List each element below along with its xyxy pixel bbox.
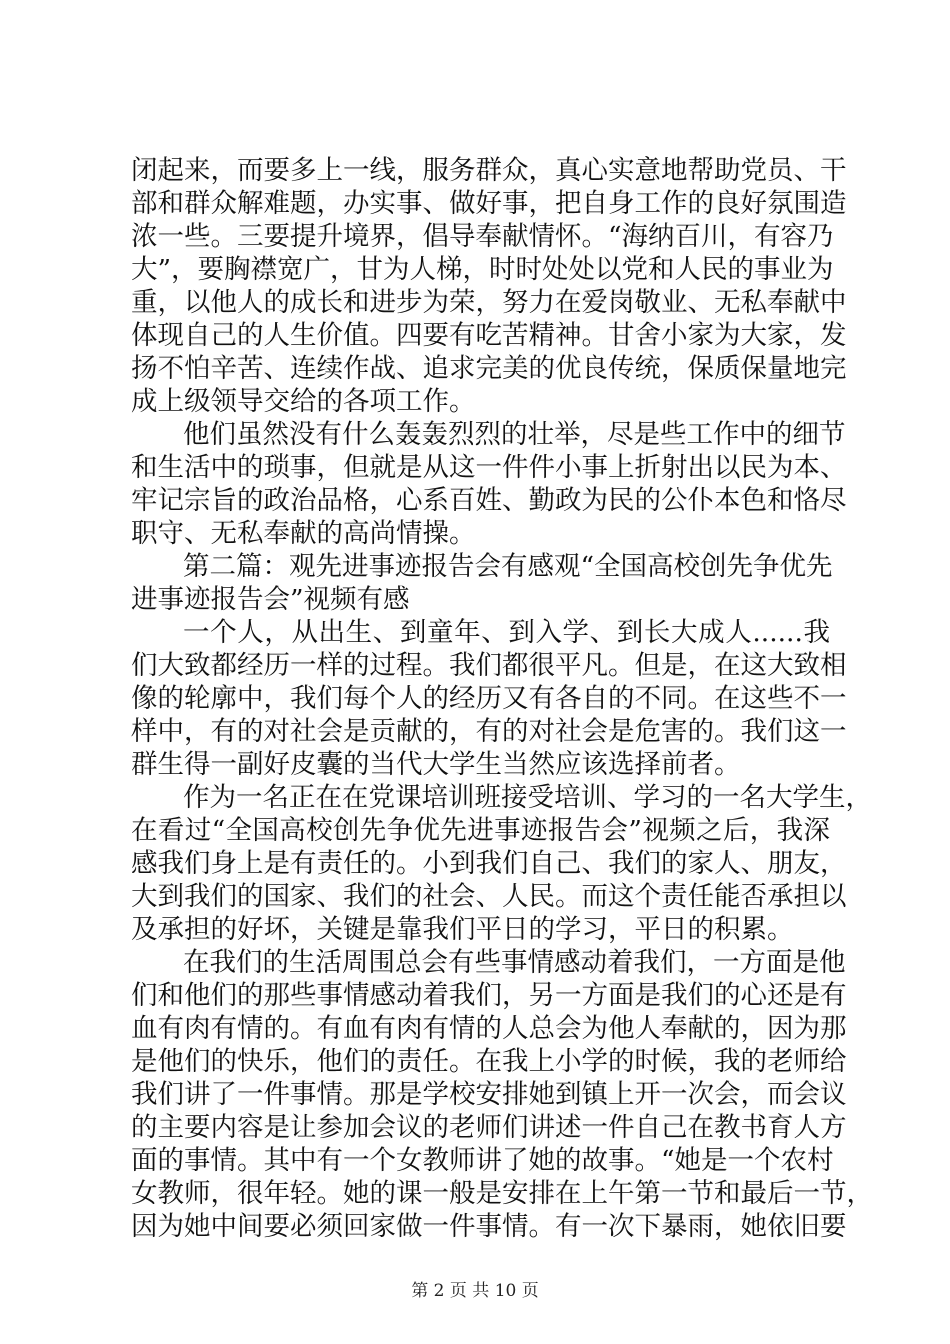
text-line: 们大致都经历一样的过程。我们都很平凡。但是，在这大致相 [131,650,847,681]
text-line: 浓一些。三要提升境界，倡导奉献情怀。“海纳百川，有容乃 [131,221,834,252]
text-line: 血有肉有情的。有血有肉有情的人总会为他人奉献的，因为那 [131,1013,847,1044]
paragraph-first-line: 作为一名正在在党课培训班接受培训、学习的一名大学生， [183,782,872,813]
text-line: 的主要内容是让参加会议的老师们讲述一件自己在教书育人方 [131,1112,847,1143]
text-line: 及承担的好坏，关键是靠我们平日的学习，平日的积累。 [131,914,794,945]
paragraph-first-line: 在我们的生活周围总会有些事情感动着我们，一方面是他 [183,947,846,978]
text-line: 样中，有的对社会是贡献的，有的对社会是危害的。我们这一 [131,716,847,747]
section-heading-line: 第二篇：观先进事迹报告会有感观“全国高校创先争优先 [183,551,833,582]
text-line: 我们讲了一件事情。那是学校安排她到镇上开一次会，而会议 [131,1079,847,1110]
text-line: 大到我们的国家、我们的社会、人民。而这个责任能否承担以 [131,881,847,912]
text-line: 职守、无私奉献的高尚情操。 [131,518,476,549]
text-line: 成上级领导交给的各项工作。 [131,386,476,417]
text-line: 像的轮廓中，我们每个人的经历又有各自的不同。在这些不一 [131,683,847,714]
text-line: 们和他们的那些事情感动着我们，另一方面是我们的心还是有 [131,980,847,1011]
text-line: 面的事情。其中有一个女教师讲了她的故事。“她是一个农村 [131,1145,834,1176]
text-line: 牢记宗旨的政治品格，心系百姓、勤政为民的公仆本色和恪尽 [131,485,847,516]
text-line: 重，以他人的成长和进步为荣，努力在爱岗敬业、无私奉献中 [131,287,847,318]
document-body [131,154,873,1243]
text-line: 大”，要胸襟宽广，甘为人梯，时时处处以党和人民的事业为 [131,254,834,285]
text-line: 女教师，很年轻。她的课一般是安排在上午第一节和最后一节， [131,1178,873,1209]
text-line: 感我们身上是有责任的。小到我们自己、我们的家人、朋友， [131,848,847,879]
text-line: 部和群众解难题，办实事、做好事，把自身工作的良好氛围造 [131,188,847,219]
text-line: 和生活中的琐事，但就是从这一件件小事上折射出以民为本、 [131,452,847,483]
text-line: 是他们的快乐，他们的责任。在我上小学的时候，我的老师给 [131,1046,847,1077]
section-heading-line: 进事迹报告会”视频有感 [131,584,410,615]
text-line: 体现自己的人生价值。四要有吃苦精神。甘舍小家为大家，发 [131,320,847,351]
paragraph-first-line: 他们虽然没有什么轰轰烈烈的壮举，尽是些工作中的细节 [183,419,846,450]
text-line: 闭起来，而要多上一线，服务群众，真心实意地帮助党员、干 [131,155,847,186]
text-line: 因为她中间要必须回家做一件事情。有一次下暴雨，她依旧要 [131,1211,847,1242]
text-line: 在看过“全国高校创先争优先进事迹报告会”视频之后，我深 [131,815,830,846]
paragraph-first-line: 一个人，从出生、到童年、到入学、到长大成人......我 [183,617,830,648]
text-line: 扬不怕辛苦、连续作战、追求完美的优良传统，保质保量地完 [131,353,847,384]
page-number-footer: 第 2 页 共 10 页 [411,1281,539,1301]
text-line: 群生得一副好皮囊的当代大学生当然应该选择前者。 [131,749,741,780]
